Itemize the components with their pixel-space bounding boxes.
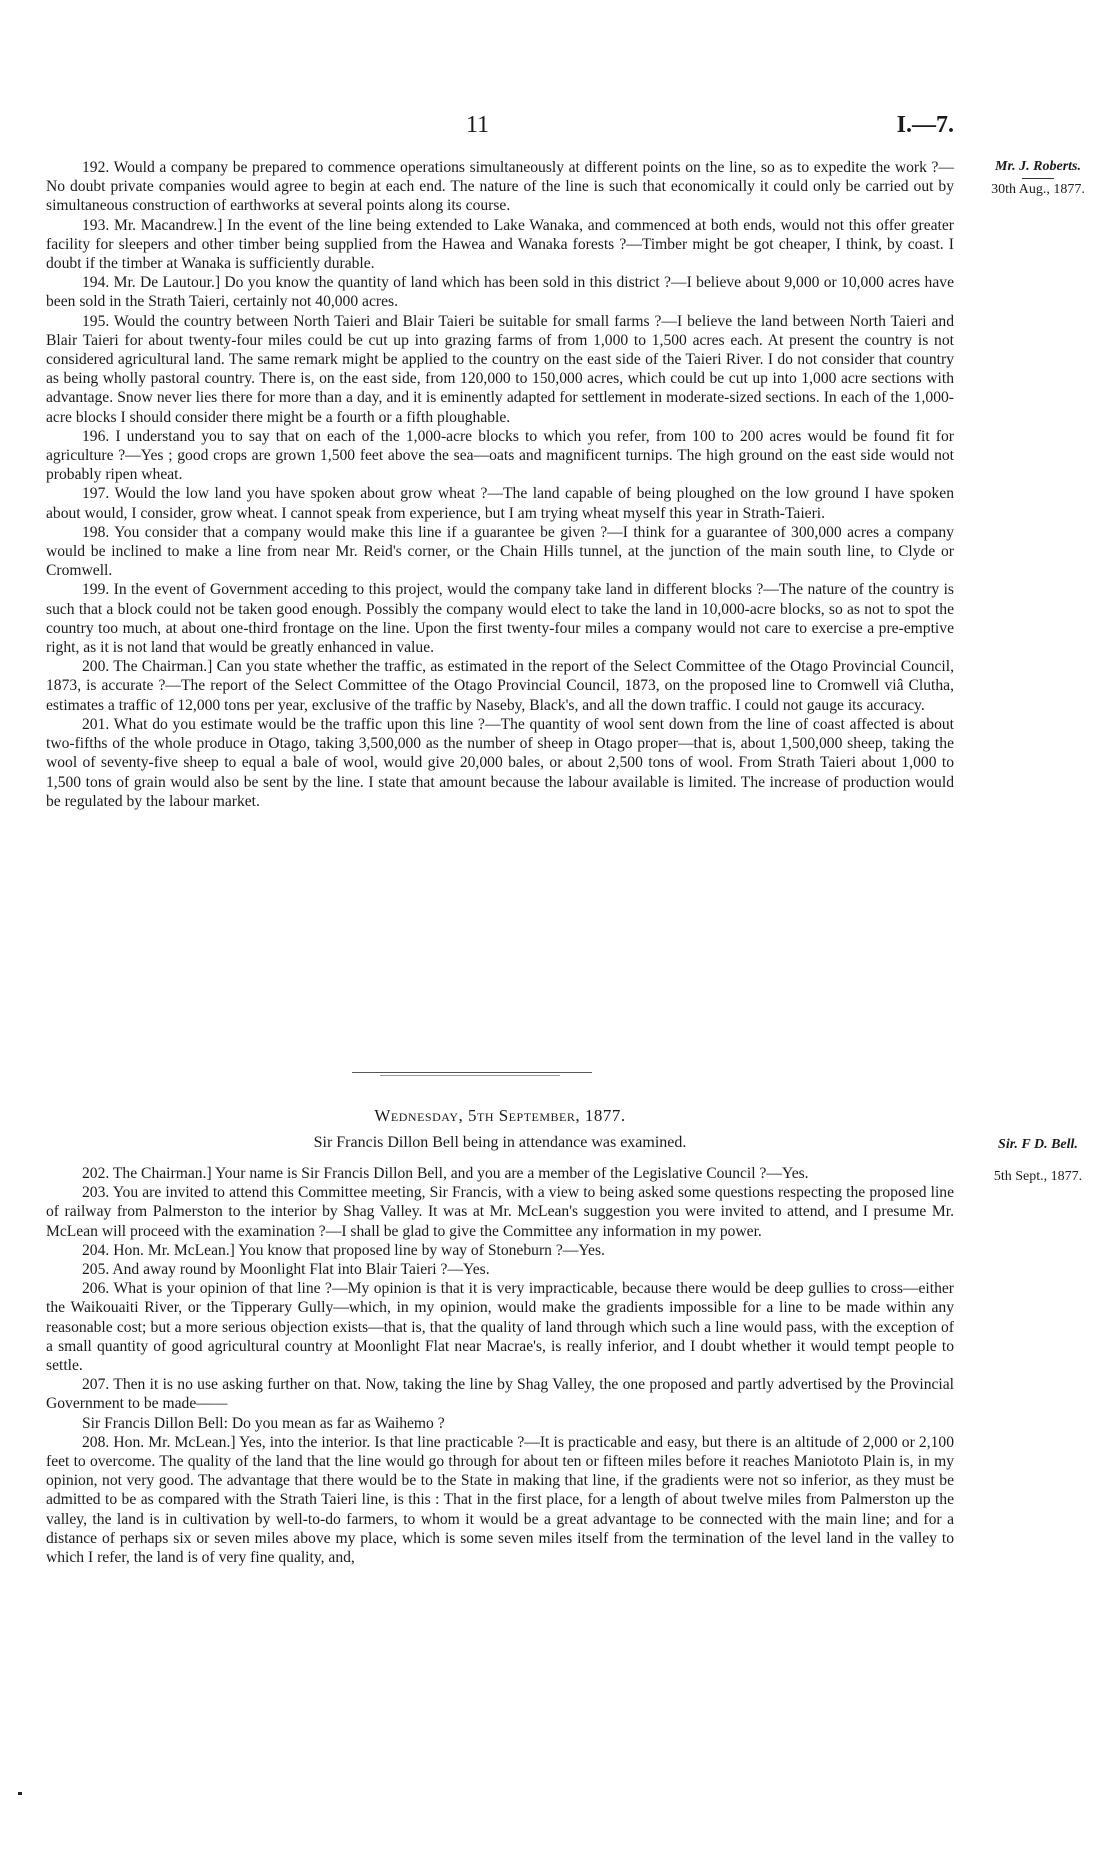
- margin-rule: [1022, 178, 1054, 179]
- paragraph: 206. What is your opinion of that line ?—My opinion is that it is very impracticable, because there would be deep gullies to cross—either the Waikouaiti River, or the Tipperary Gully—which, in my opinion, would make the gradients impossible for a line to be made within any reasonable cost; but a more serious objection exists—that is, that the quality of land through which such a line would pass, with the exception of a small quantity of good agricultural country at Moonlight Flat near Macrae's, is really inferior, and I doubt whether it would tempt people to settle.: [46, 1280, 954, 1375]
- margin-note-bell: [968, 1136, 1108, 1153]
- paragraph: 199. In the event of Government acceding to this project, would the company take land in different blocks ?—The nature of the country is such that a block could not be taken good enough. Possibly the company would elect to take the land in 10,000-acre blocks, so as not to spot the country too much, at about one-third frontage on the line. Upon the first twenty-four miles a company would not care to exercise a pre-emptive right, as it is not land that would be greatly enhanced in value.: [46, 581, 954, 657]
- paragraph: 193. Mr. Macandrew.] In the event of the line being extended to Lake Wanaka, and commenced at both ends, would not this offer greater facility for sleepers and other timber being supplied from the Hawea and Wanaka forests ?—Timber might be got cheaper, I think, by coast. I doubt if the timber at Wanaka is sufficiently durable.: [46, 216, 954, 273]
- margin-note-roberts: [968, 158, 1108, 198]
- margin-date: 5th Sept., 1877.: [993, 1169, 1083, 1184]
- margin-witness-name: Mr. J. Roberts.: [995, 159, 1081, 174]
- attendance-line: Sir Francis Dillon Bell being in attendance was examined.: [313, 1134, 687, 1151]
- paragraph: 195. Would the country between North Taieri and Blair Taieri be suitable for small farms ?—I believe the land between North Taieri and Blair Taieri for about twenty-four miles could be cut up into grazing farms of from 1,000 to 1,500 acres each. At present the country is not considered agricultural land. The same remark might be applied to the country on the east side of the Taieri River. I do not consider that country as being wholly pastoral country. There is, on the east side, from 120,000 to 150,000 acres, which could be cut up into 1,000 acre sections with advantage. Snow never lies there for more than a day, and it is eminently adapted for settlement in moderate-sized sections. In each of the 1,000-acre blocks I should consider there might be a fourth or a fifth ploughable.: [46, 312, 954, 426]
- paragraph: 192. Would a company be prepared to commence operations simultaneously at different points on the line, so as to expedite the work ?—No doubt private companies would agree to begin at each end. The nature of the line is such that economically it could only be carried out by simultaneous construction of earthworks at several points along its course.: [46, 159, 954, 215]
- paragraph: 204. Hon. Mr. McLean.] You know that proposed line by way of Stoneburn ?—Yes.: [82, 1241, 605, 1259]
- section-divider: [352, 1072, 592, 1073]
- paragraph: 207. Then it is no use asking further on that. Now, taking the line by Shag Valley, the one proposed and partly advertised by the Provincial Government to be made——: [46, 1376, 954, 1413]
- paragraph: 200. The Chairman.] Can you state whether the traffic, as estimated in the report of the Select Committee of the Otago Provincial Council, 1873, is accurate ?—The report of the Select Committee of the Otago Provincial Council, 1873, on the proposed line to Cromwell viâ Clutha, estimates a traffic of 12,000 tons per year, exclusive of the traffic by Naseby, Black's, and all the down traffic. I could not gauge its accuracy.: [46, 658, 954, 714]
- scan-speck: [18, 1792, 22, 1795]
- margin-note-bell-date: [968, 1168, 1108, 1185]
- paragraph: Sir Francis Dillon Bell: Do you mean as far as Waihemo ?: [82, 1414, 445, 1432]
- testimony-section-roberts: [46, 158, 954, 811]
- day-heading: Wednesday, 5th September, 1877.: [374, 1106, 626, 1125]
- margin-witness-name: Sir. F D. Bell.: [998, 1137, 1078, 1152]
- paragraph: 205. And away round by Moonlight Flat into Blair Taieri ?—Yes.: [82, 1261, 490, 1279]
- paragraph: 196. I understand you to say that on each of the 1,000-acre blocks to which you refer, from 100 to 200 acres would be found fit for agriculture ?—Yes ; good crops are grown 1,500 feet above the sea—oats and magnificent turnips. The high ground on the east side would not probably ripen wheat.: [46, 427, 954, 484]
- paragraph: 194. Mr. De Lautour.] Do you know the quantity of land which has been sold in this district ?—I believe about 9,000 or 10,000 acres have been sold in the Strath Taieri, certainly not 40,000 acres.: [46, 274, 954, 311]
- document-reference: I.—7.: [896, 112, 954, 138]
- testimony-section-bell: [46, 1164, 954, 1567]
- paragraph: 201. What do you estimate would be the traffic upon this line ?—The quantity of wool sent down from the line of coast affected is about two-fifths of the whole produce in Otago, taking 3,500,000 as the number of sheep in Otago proper—that is, about 1,500,000 sheep, taking the wool of seventy-five sheep to equal a bale of wool, would give 20,000 bales, or about 2,500 tons of wool. From Strath Taieri about 1,000 to 1,500 tons of grain would also be sent by the line. I state that amount because the labour available is limited. The increase of production would be regulated by the labour market.: [46, 715, 954, 810]
- page-number: 11: [466, 112, 490, 138]
- margin-date: 30th Aug., 1877.: [991, 182, 1085, 197]
- paragraph: 208. Hon. Mr. McLean.] Yes, into the interior. Is that line practicable ?—It is practicable and easy, but there is an altitude of 2,000 or 2,100 feet to overcome. The quality of the land that the line would go through for about ten or fifteen miles before it reaches Maniototo Plain is, in my opinion, not very good. The advantage that there would be to the State in making that line, if the gradients were not so inferior, as they must be admitted to be as compared with the Strath Taieri line, is this : That in the first place, for a length of about twelve miles from Palmerston up the valley, the land is in cultivation by well-to-do farmers, to whom it would be a great advantage to be connected with the main line; and for a distance of perhaps six or seven miles above my place, which is some seven miles itself from the termination of the level land in the valley to which I refer, the land is of very fine quality, and,: [46, 1433, 954, 1567]
- paragraph: 202. The Chairman.] Your name is Sir Francis Dillon Bell, and you are a member of the Legislative Council ?—Yes.: [82, 1165, 809, 1182]
- paragraph: 203. You are invited to attend this Committee meeting, Sir Francis, with a view to being asked some questions respecting the proposed line of railway from Palmerston to the interior by Shag Valley. It was at Mr. McLean's suggestion you were invited to attend, and I presume Mr. McLean will proceed with the examination ?—I shall be glad to give the Committee any information in my power.: [46, 1184, 954, 1240]
- paragraph: 197. Would the low land you have spoken about grow wheat ?—The land capable of being ploughed on the low ground I have spoken about would, I consider, grow wheat. I cannot speak from experience, but I am trying wheat myself this year in Strath-Taieri.: [46, 485, 954, 522]
- section-divider-secondary: [380, 1075, 560, 1076]
- paragraph: 198. You consider that a company would make this line if a guarantee be given ?—I think for a guarantee of 300,000 acres a company would be inclined to make a line from near Mr. Reid's corner, or the Chain Hills tunnel, at the junction of the main south line, to Clyde or Cromwell.: [46, 523, 954, 580]
